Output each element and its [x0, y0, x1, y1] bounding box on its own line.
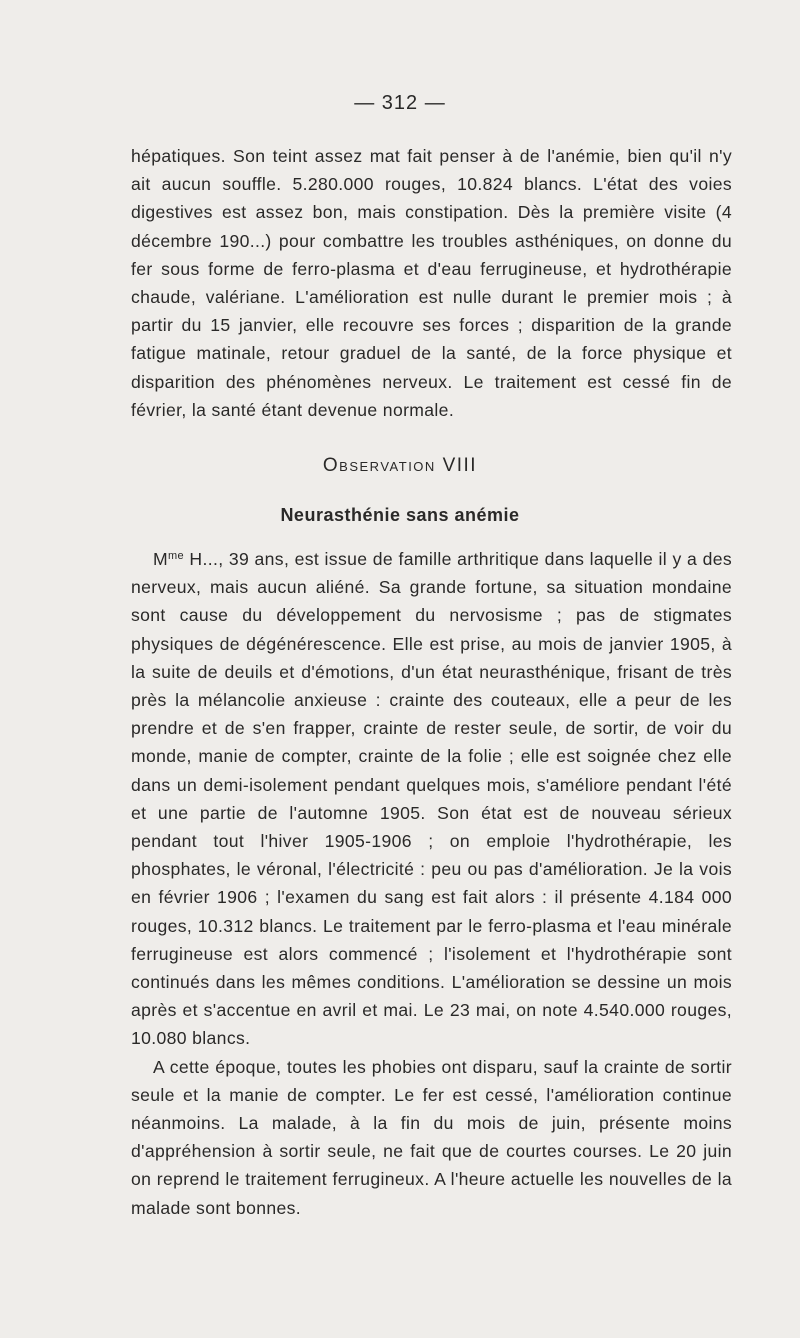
paragraph-3: A cette époque, toutes les phobies ont disparu, sauf la crainte de sortir seule et la manie de compter. Le fer est cessé, l'amélioration continue néanmoins. La malade, à la fin du mois de juin, présente moins d'appréhension à sortir seule, ne fait que de courtes courses. Le 20 juin on reprend le traitement ferrugineux. A l'heure actuelle les nouvelles de la malade sont bonnes.: [131, 1056, 732, 1218]
observation-subtitle: Neurasthénie sans anémie: [280, 505, 520, 525]
honorific: [153, 549, 184, 569]
paragraph-2: [131, 545, 732, 1053]
paragraph-1-text: hépatiques. Son teint assez mat fait penser à de l'anémie, bien qu'il n'y ait aucun souffle. 5.280.000 rouges, 10.824 blancs. L'état des voies digestives est assez bon, mais constipation. Dès la première visite (4 décembre 190...) pour combattre les troubles asthéniques, on donne du fer sous forme de ferro-plasma et d'eau ferrugineuse, et hydrothérapie chaude, valériane. L'amélioration est nulle durant le premier mois ; à partir du 15 janvier, elle recouvre ses forces ; disparition de la grande fatigue matinale, retour graduel de la santé, de la force physique et disparition des phénomènes nerveux. Le traitement est cessé fin de février, la santé étant devenue normale.: [131, 146, 732, 420]
observation-heading: Observation VIII: [322, 455, 478, 476]
paragraph-2-text: H..., 39 ans, est issue de famille arthritique dans laquelle il y a des nerveux, mais aucun aliéné. Sa grande fortune, sa situation mondaine sont cause du développement du nervosisme ; pas de stigmates physiques de dégénérescence. Elle est prise, au mois de janvier 1905, à la suite de deuils et d'émotions, d'un état neurasthénique, frisant de très près la mélancolie anxieuse : crainte des couteaux, elle a peur de les prendre et de s'en frapper, crainte de rester seule, de sortir, de voir du monde, manie de compter, crainte de la folie ; elle est soignée chez elle dans un demi-isolement pendant quelques mois, s'améliore pendant l'été et une partie de l'automne 1905. Son état est de nouveau sérieux pendant tout l'hiver 1905-1906 ; on emploie l'hydrothérapie, les phosphates, le véronal, l'électricité : peu ou pas d'amélioration. Je la vois en février 1906 ; l'examen du sang est fait alors : il présente 4.184 000 rouges, 10.312 blancs. Le traitement par le ferro-plasma et l'eau minérale ferrugineuse est alors commencé ; l'isolement et l'hydrothérapie sont continués dans les mêmes conditions. L'amélioration se dessine un mois après et s'accentue en avril et mai. Le 23 mai, on note 4.540.000 rouges, 10.080 blancs.: [131, 549, 732, 1049]
honorific-superscript: me: [168, 550, 184, 562]
honorific-base: M: [153, 549, 169, 569]
page-number: — 312 —: [354, 92, 446, 114]
observation-body: [131, 545, 732, 1222]
paragraph-hepatiques: [131, 142, 732, 424]
